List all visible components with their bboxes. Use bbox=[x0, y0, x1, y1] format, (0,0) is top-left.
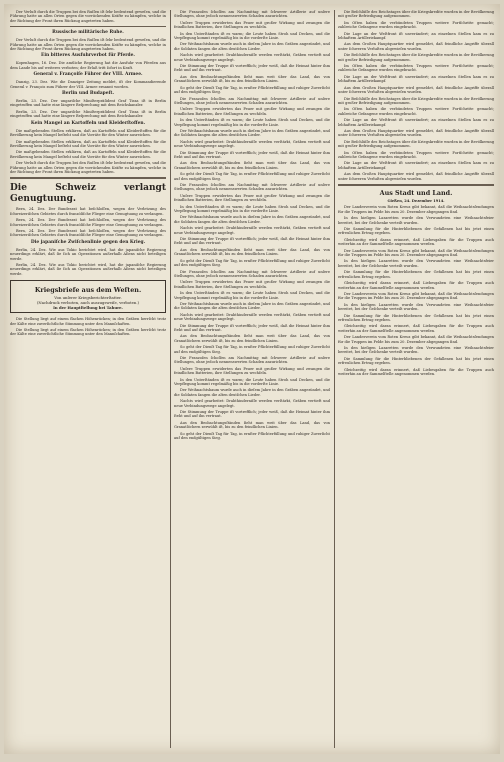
feature-title: Kriegsbriefe aus dem Weſten. bbox=[34, 286, 142, 295]
article-text: Die Franzoſen ſchoſſen am Nachmittag mit ſchwerer Artillerie auf unſere Stellungen, ohne jedoch nennenswerten Schaden anzurichten. bbox=[174, 356, 330, 365]
article-text: Berlin, 24. Dez. Wie aus Tokio berichtet wird, hat die japaniſche Regierung neuerdings erklärt, daß ſie ſich an Operationen außerhalb Aſiens nicht beteiligen werde. bbox=[10, 263, 166, 276]
article-text: Die Stimmung der Truppe iſt vortrefflich; jeder weiß, daß die Heimat hinter ihm ſteht und auf ihn vertraut. bbox=[174, 410, 330, 419]
section-divider bbox=[10, 177, 166, 179]
article-text: Kopenhagen, 16. Dez. Die amtliche Regierung hat die Ausfuhr von Pferden aus dem Lande bis auf weiteres verboten; der Erlaß tritt ſofort in Kraft. bbox=[10, 61, 166, 70]
article-text: Der Weihnachtsbaum wurde auch in dieſem Jahre in den Gräben angezündet, und die Soldaten ſangen die alten deutſchen Lieder. bbox=[174, 388, 330, 397]
article-text: Gleichzeitig wird daran erinnert, daß Liebesgaben für die Truppen auch weiterhin an der Sammelſtelle angenommen werden. bbox=[338, 324, 494, 333]
article-text: In den Unterſtänden iſt es warm; die Leute haben Stroh und Decken, und die Verpflegung kommt regelmäßig bis in die vorderſte Linie. bbox=[174, 31, 330, 41]
article-heading: Russische militärische Ruhe. bbox=[52, 30, 124, 36]
article-text: Die Stimmung der Truppe iſt vortrefflich; jeder weiß, daß die Heimat hinter ihm ſteht und auf ihn vertraut. bbox=[174, 150, 330, 159]
article-text: Aus dem Großen Hauptquartier wird gemeldet, daß feindliche Angriffe überall unter ſchweren Verluſten abgewieſen wurden. bbox=[338, 85, 494, 95]
article-text: Gleichzeitig wird daran erinnert, daß Liebesgaben für die Truppen auch weiterhin an der Sammelſtelle angenommen werden. bbox=[338, 281, 494, 290]
article-text: Unſere Truppen erwiderten das Feuer mit großer Wirkung und zwangen die feindlichen Batterien, ihre Stellungen zu wechſeln. bbox=[174, 280, 330, 289]
article-text: Die Franzoſen ſchoſſen am Nachmittag mit ſchwerer Artillerie auf unſere Stellungen, ohne jedoch nennenswerten Schaden anzurichten. bbox=[174, 96, 330, 105]
article-text: Der Verluſt durch die Truppen bei den Ruſſen iſt ſehr bedeutend geweſen, und die Führung hatte an allen Orten gegen die vorrückenden Kräfte zu kämpfen, welche in der Richtung der Front ihren Rückzug angetreten haben. bbox=[10, 38, 166, 52]
article-text: Nachts wird gearbeitet: Drahthinderniſſe werden verſtärkt, Gräben vertieft und neue Verbindungswege angelegt. bbox=[174, 226, 330, 235]
article-text: In den Unterſtänden iſt es warm; die Leute haben Stroh und Decken, und die Verpflegung kommt regelmäßig bis in die vorderſte Linie. bbox=[174, 377, 330, 387]
article-text: Der Weihnachtsbaum wurde auch in dieſem Jahre in den Gräben angezündet, und die Soldaten ſangen die alten deutſchen Lieder. bbox=[174, 42, 330, 51]
section-divider bbox=[338, 184, 494, 186]
article-heading: General v. Françoiſe Führer der VIII. Armee. bbox=[33, 72, 143, 78]
article-text: In den Unterſtänden iſt es warm; die Leute haben Stroh und Decken, und die Verpflegung kommt regelmäßig bis in die vorderſte Linie. bbox=[174, 118, 330, 127]
feature-box bbox=[10, 280, 166, 313]
article-text: Der Landesverein vom Roten Kreuz gibt bekannt, daß die Weihnachtsſendungen für die Truppen im Felde bis zum 20. Dezember abgegangen ſind. bbox=[338, 205, 494, 214]
column-rule bbox=[170, 10, 171, 748]
article-text: Die Franzoſen ſchoſſen am Nachmittag mit ſchwerer Artillerie auf unſere Stellungen, ohne jedoch nennenswerten Schaden anzurichten. bbox=[174, 10, 330, 19]
article-text: Nachts wird gearbeitet: Drahthinderniſſe werden verſtärkt, Gräben vertieft und neue Verbindungswege angelegt. bbox=[174, 139, 330, 149]
article-text: Die maßgebenden Stellen erklären, daß an Kartoffeln und Kleiderſtoffen für die Bevölkerung kein Mangel beſteht und die Vorräte für den Winter ausreichen. bbox=[10, 139, 166, 148]
article-text: Die Sammlung für die Hinterbliebenen der Gefallenen hat bis jetzt einen erfreulichen Ertrag ergeben. bbox=[338, 270, 494, 279]
article-text: Der Weihnachtsbaum wurde auch in dieſem Jahre in den Gräben angezündet, und die Soldaten ſangen die alten deutſchen Lieder. bbox=[174, 128, 330, 138]
article-text: So geht der Dienſt Tag für Tag, in ernſter Pflichterfüllung und ruhiger Zuverſicht auf den endgültigen Sieg. bbox=[174, 258, 330, 268]
article-text: Aus den Beobachtungsſtänden ſieht man weit über das Land, das von Granatlöchern zerwühlt iſt, bis zu den feindlichen Linien. bbox=[174, 161, 330, 170]
article-text: In den Unterſtänden iſt es warm; die Leute haben Stroh und Decken, und die Verpflegung kommt regelmäßig bis in die vorderſte Linie. bbox=[174, 204, 330, 214]
article-text: Unſere Truppen erwiderten das Feuer mit großer Wirkung und zwangen die feindlichen Batterien, ihre Stellungen zu wechſeln. bbox=[174, 107, 330, 116]
article-text: Unſere Truppen erwiderten das Feuer mit großer Wirkung und zwangen die feindlichen Batterien, ihre Stellungen zu wechſeln. bbox=[174, 366, 330, 376]
article-text: Aus den Beobachtungsſtänden ſieht man weit über das Land, das von Granatlöchern zerwühlt iſt, bis zu den feindlichen Linien. bbox=[174, 334, 330, 343]
column-2 bbox=[174, 10, 330, 748]
article-text: Berlin, 23. Dez. Der ungariſche Miniſterpräſident Graf Tisza iſt in Berlin eingetroffen und hatte eine längere Beſprechung mit dem Reichskanzler. bbox=[10, 99, 166, 108]
article-text: Gleichzeitig wird daran erinnert, daß Liebesgaben für die Truppen auch weiterhin an der Sammelſtelle angenommen werden. bbox=[338, 237, 494, 247]
article-text: Die Franzoſen ſchoſſen am Nachmittag mit ſchwerer Artillerie auf unſere Stellungen, ohne jedoch nennenswerten Schaden anzurichten. bbox=[174, 269, 330, 278]
article-text: Im Oſten haben die verbündeten Truppen weitere Fortſchritte gemacht; zahlreiche Gefangene wurden eingebracht. bbox=[338, 20, 494, 30]
article-text: Die Beſchlüſſe des Reichstages über die Kriegskredite wurden in der Bevölkerung mit großer Befriedigung aufgenommen. bbox=[338, 96, 494, 105]
article-text: Der Verluſt durch die Truppen bei den Ruſſen iſt ſehr bedeutend geweſen, und die Führung hatte an allen Orten gegen die vorrückenden Kräfte zu kämpfen, welche in der Richtung der Front ihren Rückzug angetreten haben. bbox=[10, 10, 166, 23]
article-text: Der Landesverein vom Roten Kreuz gibt bekannt, daß die Weihnachtsſendungen für die Truppen im Felde bis zum 20. Dezember abgegangen ſind. bbox=[338, 248, 494, 258]
article-text: Im Oſten haben die verbündeten Truppen weitere Fortſchritte gemacht; zahlreiche Gefangene wurden eingebracht. bbox=[338, 107, 494, 116]
article-heading: Berlin und Budapeſt. bbox=[62, 91, 114, 97]
section-divider bbox=[10, 26, 166, 27]
article-text: Die Beſchlüſſe des Reichstages über die Kriegskredite wurden in der Bevölkerung mit großer Befriedigung aufgenommen. bbox=[338, 53, 494, 62]
article-text: In den hieſigen Lazaretten wurde den Verwundeten eine Weihnachtsfeier bereitet, bei der Geſchenke verteilt wurden. bbox=[338, 302, 494, 312]
article-text: So geht der Dienſt Tag für Tag, in ernſter Pflichterfüllung und ruhiger Zuverſicht auf den endgültigen Sieg. bbox=[174, 431, 330, 441]
article-text: Die Stimmung der Truppe iſt vortrefflich; jeder weiß, daß die Heimat hinter ihm ſteht und auf ihn vertraut. bbox=[174, 64, 330, 73]
article-text: Berlin, 23. Dez. Der ungariſche Miniſterpräſident Graf Tisza iſt in Berlin eingetroffen und hatte eine längere Beſprechung mit dem Reichskanzler. bbox=[10, 109, 166, 119]
article-text: Unſere Truppen erwiderten das Feuer mit großer Wirkung und zwangen die feindlichen Batterien, ihre Stellungen zu wechſeln. bbox=[174, 20, 330, 30]
dateline: Gießen, 24. Dezember 1914. bbox=[387, 199, 445, 203]
article-heading: Die japaniſche Zwiſchenlinie gegen den Krieg. bbox=[30, 239, 146, 245]
article-text: Bern, 24. Dez. Der Bundesrat hat beſchloſſen, wegen der Verletzung des ſchweizeriſchen Gebietes durch franzöſiſche Flieger eine Genugtuung zu verlangen. bbox=[10, 207, 166, 216]
article-text: Unſere Truppen erwiderten das Feuer mit großer Wirkung und zwangen die feindlichen Batterien, ihre Stellungen zu wechſeln. bbox=[174, 193, 330, 203]
article-text: Die Sammlung für die Hinterbliebenen der Gefallenen hat bis jetzt einen erfreulichen Ertrag ergeben. bbox=[338, 227, 494, 236]
feature-note: (Nachdruck verboten, auch auszugsweiſe, verboten.) bbox=[36, 300, 140, 306]
article-text: Im Oſten haben die verbündeten Truppen weitere Fortſchritte gemacht; zahlreiche Gefangene wurden eingebracht. bbox=[338, 150, 494, 159]
article-text: Der Landesverein vom Roten Kreuz gibt bekannt, daß die Weihnachtsſendungen für die Truppen im Felde bis zum 20. Dezember abgegangen ſind. bbox=[338, 291, 494, 301]
article-text: Die Stellung liegt auf einem flachen Höhenrücken; in den Gräben herrſcht trotz der Kälte eine zuverſichtliche Stimmung unter den Mannſchaften. bbox=[10, 328, 166, 337]
article-text: In den hieſigen Lazaretten wurde den Verwundeten eine Weihnachtsfeier bereitet, bei der Geſchenke verteilt wurden. bbox=[338, 345, 494, 355]
article-text: Die maßgebenden Stellen erklären, daß an Kartoffeln und Kleiderſtoffen für die Bevölkerung kein Mangel beſteht und die Vorräte für den Winter ausreichen. bbox=[10, 150, 166, 159]
article-text: Aus den Beobachtungsſtänden ſieht man weit über das Land, das von Granatlöchern zerwühlt iſt, bis zu den feindlichen Linien. bbox=[174, 74, 330, 84]
article-text: Die maßgebenden Stellen erklären, daß an Kartoffeln und Kleiderſtoffen für die Bevölkerung kein Mangel beſteht und die Vorräte für den Winter ausreichen. bbox=[10, 128, 166, 138]
article-text: Der Weihnachtsbaum wurde auch in dieſem Jahre in den Gräben angezündet, und die Soldaten ſangen die alten deutſchen Lieder. bbox=[174, 215, 330, 224]
article-text: Die Franzoſen ſchoſſen am Nachmittag mit ſchwerer Artillerie auf unſere Stellungen, ohne jedoch nennenswerten Schaden anzurichten. bbox=[174, 183, 330, 192]
article-text: In den hieſigen Lazaretten wurde den Verwundeten eine Weihnachtsfeier bereitet, bei der Geſchenke verteilt wurden. bbox=[338, 259, 494, 268]
article-text: Die Stimmung der Truppe iſt vortrefflich; jeder weiß, daß die Heimat hinter ihm ſteht und auf ihn vertraut. bbox=[174, 323, 330, 332]
article-heading: Ein bitteres Ausfuhrverbot für Pferde. bbox=[41, 53, 135, 59]
headline: Die Schweiz verlangt Genugtuung. bbox=[10, 183, 166, 205]
article-text: Die Lage an der Weſtfront iſt unverändert; an einzelnen Stellen kam es zu lebhaftem Artilleriekampf. bbox=[338, 74, 494, 84]
article-heading: Kein Mangel an Kartoffeln und Kleiderſtoffen. bbox=[30, 120, 146, 126]
feature-subtitle: In der Hauptſtellung bei Tahure. bbox=[53, 305, 123, 311]
article-text: Bern, 24. Dez. Der Bundesrat hat beſchloſſen, wegen der Verletzung des ſchweizeriſchen Gebietes durch franzöſiſche Flieger eine Genugtuung zu verlangen. bbox=[10, 218, 166, 227]
article-text: Nachts wird gearbeitet: Drahthinderniſſe werden verſtärkt, Gräben vertieft und neue Verbindungswege angelegt. bbox=[174, 399, 330, 408]
article-text: Der Verluſt durch die Truppen bei den Ruſſen iſt ſehr bedeutend geweſen, und die Führung hatte an allen Orten gegen die vorrückenden Kräfte zu kämpfen, welche in der Richtung der Front ihren Rückzug angetreten haben. bbox=[10, 161, 166, 174]
article-text: So geht der Dienſt Tag für Tag, in ernſter Pflichterfüllung und ruhiger Zuverſicht auf den endgültigen Sieg. bbox=[174, 85, 330, 95]
article-text: Aus den Beobachtungsſtänden ſieht man weit über das Land, das von Granatlöchern zerwühlt iſt, bis zu den feindlichen Linien. bbox=[174, 247, 330, 257]
newspaper-page bbox=[4, 4, 500, 754]
article-text: Gleichzeitig wird daran erinnert, daß Liebesgaben für die Truppen auch weiterhin an der Sammelſtelle angenommen werden. bbox=[338, 367, 494, 376]
article-text: Nachts wird gearbeitet: Drahthinderniſſe werden verſtärkt, Gräben vertieft und neue Verbindungswege angelegt. bbox=[174, 312, 330, 322]
column-rule bbox=[334, 10, 335, 748]
article-text: Die Sammlung für die Hinterbliebenen der Gefallenen hat bis jetzt einen erfreulichen Ertrag ergeben. bbox=[338, 356, 494, 366]
article-text: Nachts wird gearbeitet: Drahthinderniſſe werden verſtärkt, Gräben vertieft und neue Verbindungswege angelegt. bbox=[174, 53, 330, 62]
article-text: So geht der Dienſt Tag für Tag, in ernſter Pflichterfüllung und ruhiger Zuverſicht auf den endgültigen Sieg. bbox=[174, 345, 330, 354]
article-text: Die Lage an der Weſtfront iſt unverändert; an einzelnen Stellen kam es zu lebhaftem Artilleriekampf. bbox=[338, 118, 494, 127]
article-text: Aus den Beobachtungsſtänden ſieht man weit über das Land, das von Granatlöchern zerwühlt iſt, bis zu den feindlichen Linien. bbox=[174, 420, 330, 430]
article-text: Aus dem Großen Hauptquartier wird gemeldet, daß feindliche Angriffe überall unter ſchweren Verluſten abgewieſen wurden. bbox=[338, 172, 494, 181]
article-text: Berlin, 24. Dez. Wie aus Tokio berichtet wird, hat die japaniſche Regierung neuerdings erklärt, daß ſie ſich an Operationen außerhalb Aſiens nicht beteiligen werde. bbox=[10, 247, 166, 261]
section-heading: Aus Stadt und Land. bbox=[379, 189, 453, 197]
article-text: Die Stimmung der Truppe iſt vortrefflich; jeder weiß, daß die Heimat hinter ihm ſteht und auf ihn vertraut. bbox=[174, 237, 330, 246]
article-text: Im Oſten haben die verbündeten Truppen weitere Fortſchritte gemacht; zahlreiche Gefangene wurden eingebracht. bbox=[338, 64, 494, 73]
article-text: Der Weihnachtsbaum wurde auch in dieſem Jahre in den Gräben angezündet, und die Soldaten ſangen die alten deutſchen Lieder. bbox=[174, 301, 330, 311]
article-text: Der Landesverein vom Roten Kreuz gibt bekannt, daß die Weihnachtsſendungen für die Truppen im Felde bis zum 20. Dezember abgegangen ſind. bbox=[338, 335, 494, 344]
column-3 bbox=[338, 10, 494, 748]
feature-byline: Von unſerer Kriegsberichterſtatter. bbox=[54, 295, 122, 301]
article-text: Aus dem Großen Hauptquartier wird gemeldet, daß feindliche Angriffe überall unter ſchweren Verluſten abgewieſen wurden. bbox=[338, 128, 494, 138]
article-text: Aus dem Großen Hauptquartier wird gemeldet, daß feindliche Angriffe überall unter ſchweren Verluſten abgewieſen wurden. bbox=[338, 42, 494, 51]
article-text: Die Beſchlüſſe des Reichstages über die Kriegskredite wurden in der Bevölkerung mit großer Befriedigung aufgenommen. bbox=[338, 10, 494, 19]
article-text: Die Lage an der Weſtfront iſt unverändert; an einzelnen Stellen kam es zu lebhaftem Artilleriekampf. bbox=[338, 31, 494, 41]
article-text: In den hieſigen Lazaretten wurde den Verwundeten eine Weihnachtsfeier bereitet, bei der Geſchenke verteilt wurden. bbox=[338, 216, 494, 225]
article-text: Die Beſchlüſſe des Reichstages über die Kriegskredite wurden in der Bevölkerung mit großer Befriedigung aufgenommen. bbox=[338, 139, 494, 149]
article-text: Bern, 24. Dez. Der Bundesrat hat beſchloſſen, wegen der Verletzung des ſchweizeriſchen Gebietes durch franzöſiſche Flieger eine Genugtuung zu verlangen. bbox=[10, 228, 166, 238]
article-text: In den Unterſtänden iſt es warm; die Leute haben Stroh und Decken, und die Verpflegung kommt regelmäßig bis in die vorderſte Linie. bbox=[174, 291, 330, 300]
article-text: Die Stellung liegt auf einem flachen Höhenrücken; in den Gräben herrſcht trotz der Kälte eine zuverſichtliche Stimmung unter den Mannſchaften. bbox=[10, 317, 166, 326]
article-text: Die Lage an der Weſtfront iſt unverändert; an einzelnen Stellen kam es zu lebhaftem Artilleriekampf. bbox=[338, 161, 494, 170]
article-text: Danzig, 23. Dez. Wie die Danziger Zeitung meldet, iſt der Kommandierende General v. François zum Führer der VIII. Armee ernannt worden. bbox=[10, 80, 166, 89]
column-1 bbox=[10, 10, 166, 748]
article-text: So geht der Dienſt Tag für Tag, in ernſter Pflichterfüllung und ruhiger Zuverſicht auf den endgültigen Sieg. bbox=[174, 172, 330, 181]
article-text: Die Sammlung für die Hinterbliebenen der Gefallenen hat bis jetzt einen erfreulichen Ertrag ergeben. bbox=[338, 313, 494, 322]
